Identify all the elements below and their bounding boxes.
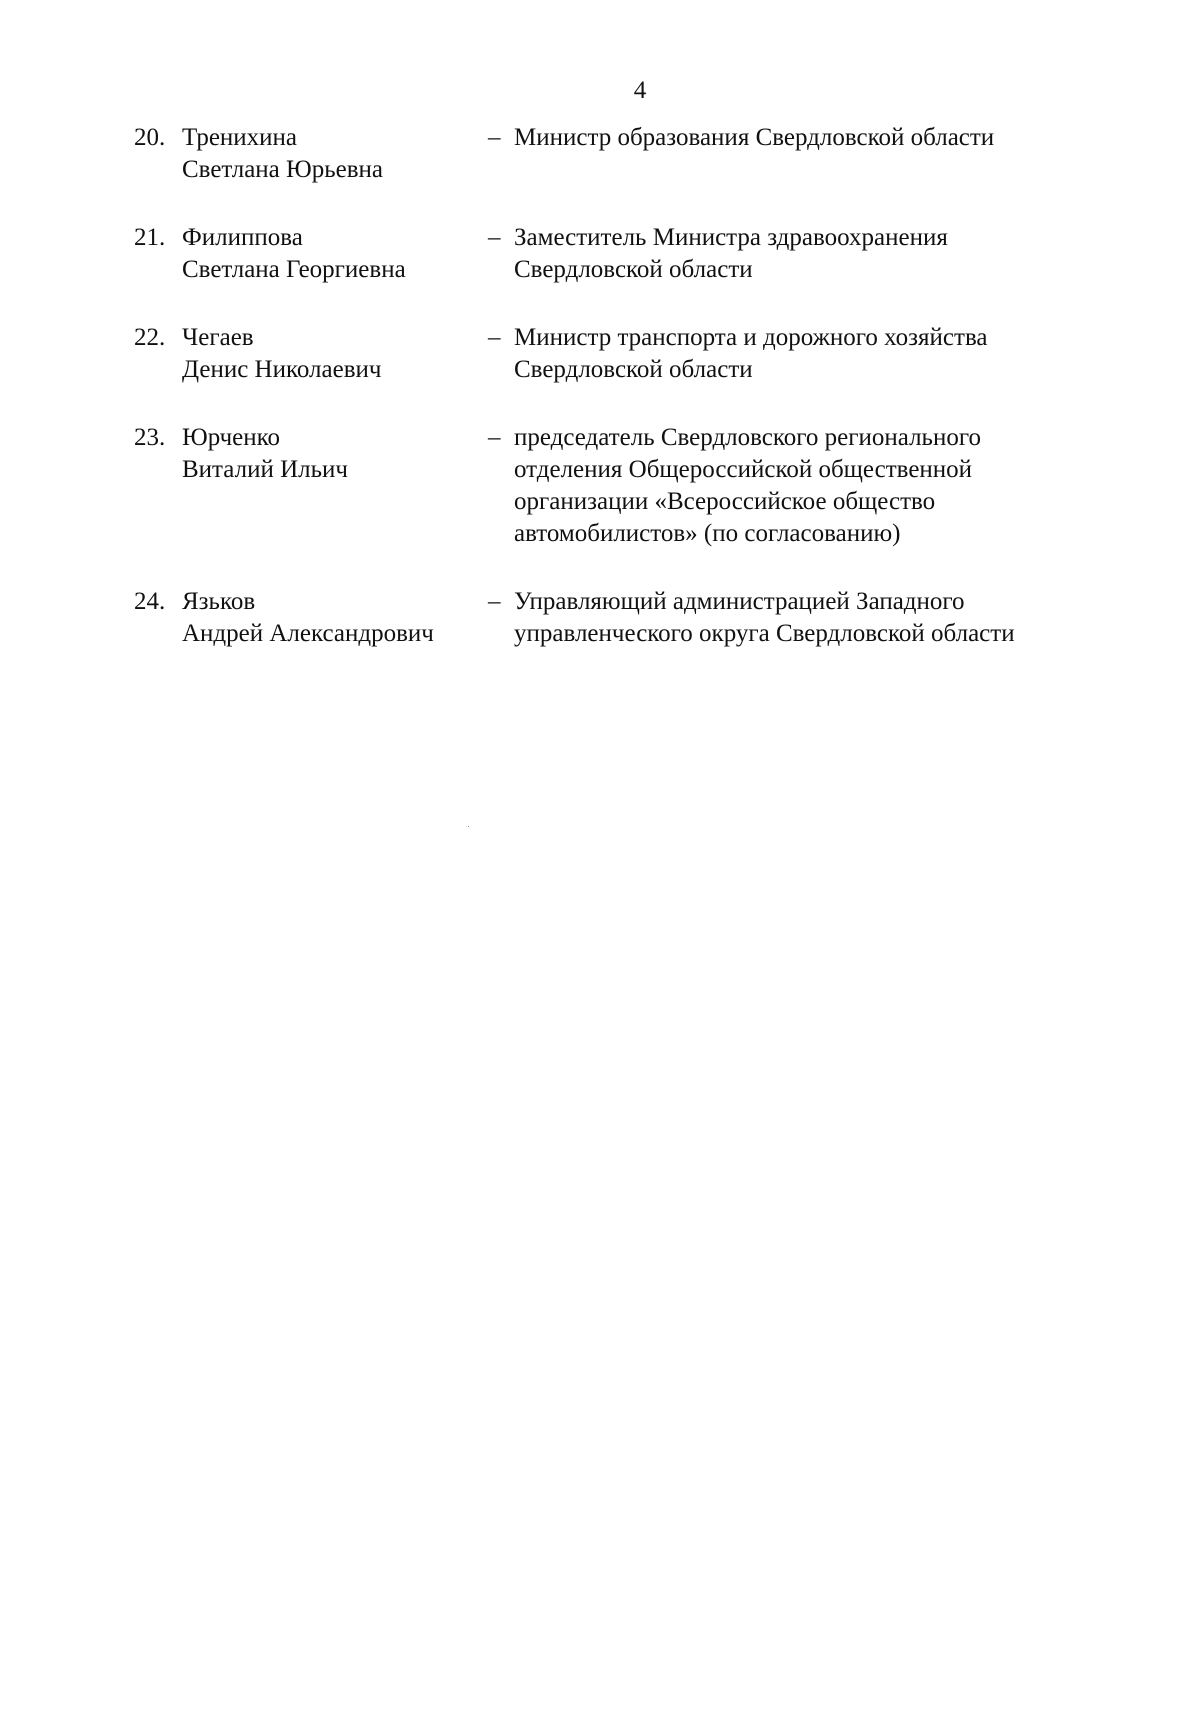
member-dash: – [488, 588, 501, 615]
member-number: 23. [134, 424, 166, 451]
member-given-name: Андрей Александрович [182, 620, 434, 647]
member-name [182, 322, 502, 386]
scan-speck [468, 826, 469, 827]
list-item [134, 422, 1134, 586]
member-number: 21. [134, 224, 166, 251]
position-line: управленческого округа Свердловской области [514, 620, 1015, 647]
member-dash: – [488, 124, 501, 151]
member-list [134, 122, 1134, 666]
position-line: Свердловской области [514, 256, 753, 283]
member-given-name: Денис Николаевич [182, 356, 382, 383]
member-name [182, 422, 502, 486]
member-position [514, 322, 1114, 386]
page-number: 4 [633, 77, 647, 104]
member-position [514, 222, 1114, 286]
member-dash: – [488, 424, 501, 451]
member-given-name: Виталий Ильич [182, 456, 348, 483]
member-position [514, 122, 1114, 154]
member-dash: – [488, 324, 501, 351]
member-number: 24. [134, 588, 166, 615]
position-line: Министр транспорта и дорожного хозяйства [514, 324, 988, 351]
position-line: Свердловской области [514, 356, 753, 383]
member-name [182, 586, 502, 650]
list-item [134, 586, 1134, 666]
member-surname: Юрченко [182, 424, 280, 451]
member-number: 20. [134, 124, 166, 151]
position-line: организации «Всероссийское общество [514, 488, 936, 515]
list-item [134, 222, 1134, 322]
position-line: автомобилистов» (по согласованию) [514, 520, 901, 547]
position-line: Управляющий администрацией Западного [514, 588, 965, 615]
member-position [514, 422, 1114, 550]
member-surname: Чегаев [182, 324, 254, 351]
list-item [134, 122, 1134, 222]
member-given-name: Светлана Юрьевна [182, 156, 384, 183]
member-name [182, 122, 502, 186]
position-line: Заместитель Министра здравоохранения [514, 224, 948, 251]
member-number: 22. [134, 324, 166, 351]
member-position [514, 586, 1114, 650]
position-line: председатель Свердловского регионального [514, 424, 981, 451]
member-surname: Тренихина [182, 124, 298, 151]
position-line: отделения Общероссийской общественной [514, 456, 973, 483]
member-surname: Язьков [182, 588, 256, 615]
member-name [182, 222, 502, 286]
list-item [134, 322, 1134, 422]
member-dash: – [488, 224, 501, 251]
member-given-name: Светлана Георгиевна [182, 256, 406, 283]
position-line: Министр образования Свердловской области [514, 124, 995, 151]
member-surname: Филиппова [182, 224, 303, 251]
